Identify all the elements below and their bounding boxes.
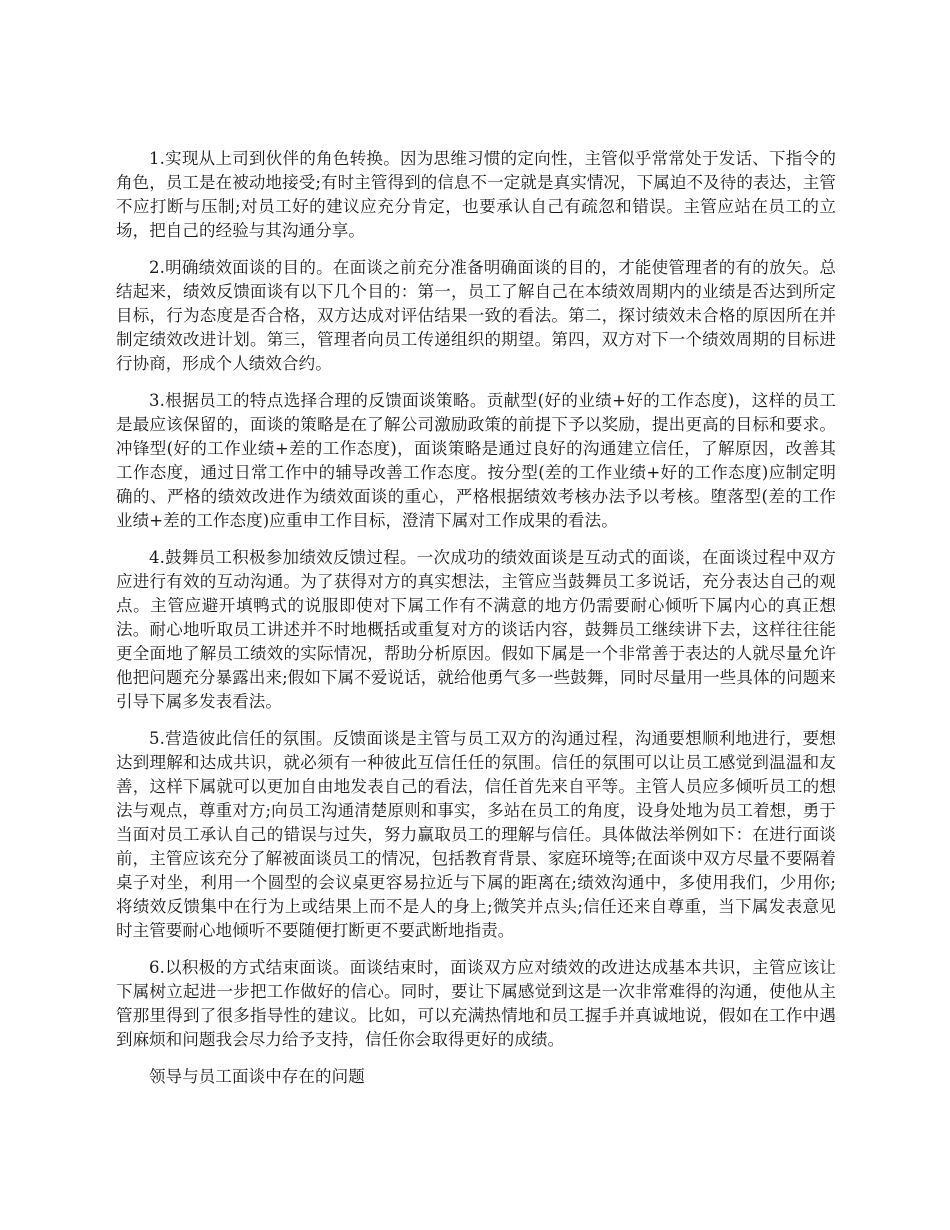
document-body — [116, 147, 836, 1089]
paragraph-interview-purpose: 2.明确绩效面谈的目的。在面谈之前充分准备明确面谈的目的，才能使管理者的有的放矢。总结起来，绩效反馈面谈有以下几个目的：第一，员工了解自己在本绩效周期内的业绩是否达到所定目标，行为态度是否合格，双方达成对评估结果一致的看法。第二，探讨绩效未合格的原因所在并制定绩效改进计划。第三，管理者向员工传递组织的期望。第四，双方对下一个绩效周期的目标进行协商，形成个人绩效合约。 — [116, 258, 836, 373]
paragraph-encourage-participation: 4.鼓舞员工积极参加绩效反馈过程。一次成功的绩效面谈是互动式的面谈，在面谈过程中双方应进行有效的互动沟通。为了获得对方的真实想法，主管应当鼓舞员工多说话，充分表达自己的观点。主管应避开填鸭式的说服即使对下属工作有不满意的地方仍需要耐心倾听下属内心的真正想法。耐心地听取员工讲述并不时地概括或重复对方的谈话内容，鼓舞员工继续讲下去，这样往往能更全面地了解员工绩效的实际情况，帮助分析原因。假如下属是一个非常善于表达的人就尽量允许他把问题充分暴露出来;假如下属不爱说话，就给他勇气多一些鼓舞，同时尽量用一些具体的问题来引导下属多发表看法。 — [116, 548, 836, 711]
paragraph-trust-atmosphere: 5.营造彼此信任的氛围。反馈面谈是主管与员工双方的沟通过程，沟通要想顺利地进行，要想达到理解和达成共识，就必须有一种彼此互信任任的氛围。信任的氛围可以让员工感觉到温温和友善，这样下属就可以更加自由地发表自己的看法，信任首先来自平等。主管人员应多倾听员工的想法与观点，尊重对方;向员工沟通清楚原则和事实，多站在员工的角度，设身处地为员工着想，勇于当面对员工承认自己的错误与过失，努力赢取员工的理解与信任。具体做法举例如下：在进行面谈前，主管应该充分了解被面谈员工的情况，包括教育背景、家庭环境等;在面谈中双方尽量不要隔着桌子对坐，利用一个圆型的会议桌更容易拉近与下属的距离在;绩效沟通中，多使用我们，少用你;将绩效反馈集中在行为上或结果上而不是人的身上;微笑并点头;信任还来自尊重，当下属发表意见时主管要耐心地倾听不要随便打断更不要武断地指责。 — [116, 729, 836, 940]
paragraph-positive-ending: 6.以积极的方式结束面谈。面谈结束时，面谈双方应对绩效的改进达成基本共识，主管应该让下属树立起进一步把工作做好的信心。同时，要让下属感觉到这是一次非常难得的沟通，使他从主管那里得到了很多指导性的建议。比如，可以充满热情地和员工握手并真诚地说，假如在工作中遇到麻烦和问题我会尽力给予支持，信任你会取得更好的成绩。 — [116, 958, 836, 1049]
section-heading: 领导与员工面谈中存在的问题 — [149, 1067, 365, 1086]
paragraph-role-transition: 1.实现从上司到伙伴的角色转换。因为思维习惯的定向性，主管似乎常常处于发话、下指令的角色，员工是在被动地接受;有时主管得到的信息不一定就是真实情况，下属迫不及待的表达，主管不应打断与压制;对员工好的建议应充分肯定，也要承认自己有疏忽和错误。主管应站在员工的立场，把自己的经验与其沟通分享。 — [116, 149, 836, 240]
paragraph-feedback-strategy: 3.根据员工的特点选择合理的反馈面谈策略。贡献型(好的业绩+好的工作态度)，这样的员工是最应该保留的，面谈的策略是在了解公司激励政策的前提下予以奖励，提出更高的目标和要求。冲锋型(好的工作业绩+差的工作态度)，面谈策略是通过良好的沟通建立信任，了解原因，改善其工作态度，通过日常工作中的辅导改善工作态度。按分型(差的工作业绩+好的工作态度)应制定明确的、严格的绩效改进作为绩效面谈的重心，严格根据绩效考核办法予以考核。堕落型(差的工作业绩+差的工作态度)应重申工作目标，澄清下属对工作成果的看法。 — [116, 391, 836, 530]
